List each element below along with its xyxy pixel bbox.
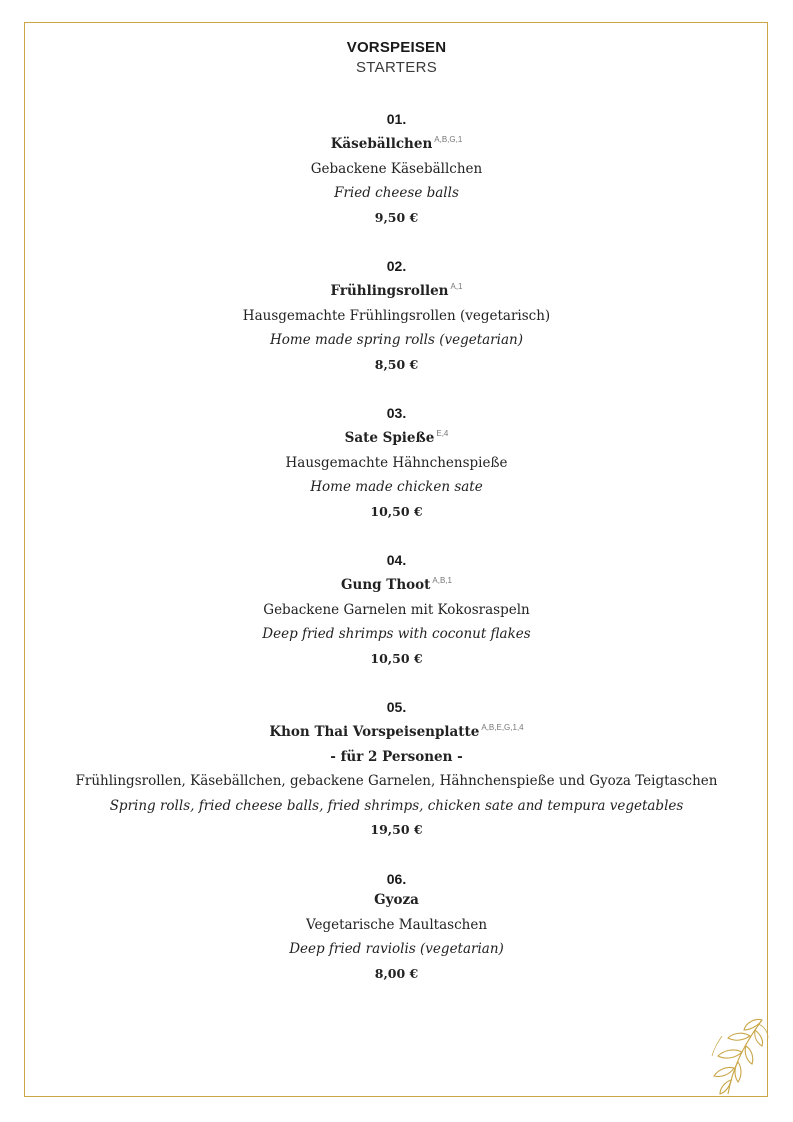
item-description-de: Gebackene Garnelen mit Kokosraspeln <box>263 601 530 618</box>
item-name: Sate Spieße <box>344 430 435 446</box>
menu-item-list <box>0 110 793 1017</box>
item-price: 8,50 € <box>374 356 419 372</box>
item-description-en: Deep fried shrimps with coconut flakes <box>262 626 531 642</box>
item-price: 10,50 € <box>370 650 423 666</box>
item-allergens: A,B,E,G,1,4 <box>481 723 524 732</box>
item-name: Frühlingsrollen <box>330 283 449 299</box>
item-allergens: E,4 <box>436 429 449 438</box>
menu-section-header <box>0 38 793 78</box>
item-description-en: Fried cheese balls <box>334 185 459 201</box>
item-description-de: Hausgemachte Frühlingsrollen (vegetarisch) <box>242 307 551 324</box>
menu-item <box>0 551 793 698</box>
item-price: 10,50 € <box>370 503 423 519</box>
item-description-de: Frühlingsrollen, Käsebällchen, gebackene Garnelen, Hähnchenspieße und Gyoza Teigtaschen <box>75 773 718 789</box>
item-description-en: Spring rolls, fried cheese balls, fried shrimps, chicken sate and tempura vegetables <box>109 797 684 814</box>
item-allergens: A,B,G,1 <box>434 135 463 144</box>
menu-item <box>0 110 793 257</box>
item-description-en: Home made chicken sate <box>310 479 483 495</box>
item-name: Khon Thai Vorspeisenplatte <box>269 724 480 740</box>
item-number: 03. <box>386 405 407 421</box>
item-description-en: Deep fried raviolis (vegetarian) <box>289 941 504 957</box>
item-name: Gyoza <box>374 892 419 908</box>
item-description-de: Vegetarische Maultaschen <box>305 916 488 933</box>
item-number: 02. <box>386 258 407 274</box>
item-number: 01. <box>386 111 407 127</box>
menu-item <box>0 404 793 551</box>
item-number: 05. <box>386 699 407 715</box>
section-title-de: VORSPEISEN <box>346 39 447 56</box>
item-price: 8,00 € <box>374 965 419 981</box>
item-description-de: Gebackene Käsebällchen <box>310 160 483 177</box>
item-description-de: Hausgemachte Hähnchenspieße <box>285 454 508 471</box>
item-subtitle: - für 2 Personen - <box>330 748 463 765</box>
menu-item <box>0 870 793 1017</box>
item-price: 19,50 € <box>370 822 423 837</box>
item-description-en: Home made spring rolls (vegetarian) <box>270 332 523 348</box>
item-allergens: A,B,1 <box>432 576 452 585</box>
item-number: 04. <box>386 552 407 568</box>
item-price: 9,50 € <box>374 209 419 225</box>
item-allergens: A,1 <box>450 282 463 291</box>
menu-item <box>0 698 793 870</box>
item-name: Käsebällchen <box>330 136 433 152</box>
item-name: Gung Thoot <box>341 577 431 593</box>
menu-item <box>0 257 793 404</box>
item-number: 06. <box>386 871 407 887</box>
leaf-branch-icon <box>700 1010 770 1096</box>
section-title-en: STARTERS <box>355 59 438 76</box>
